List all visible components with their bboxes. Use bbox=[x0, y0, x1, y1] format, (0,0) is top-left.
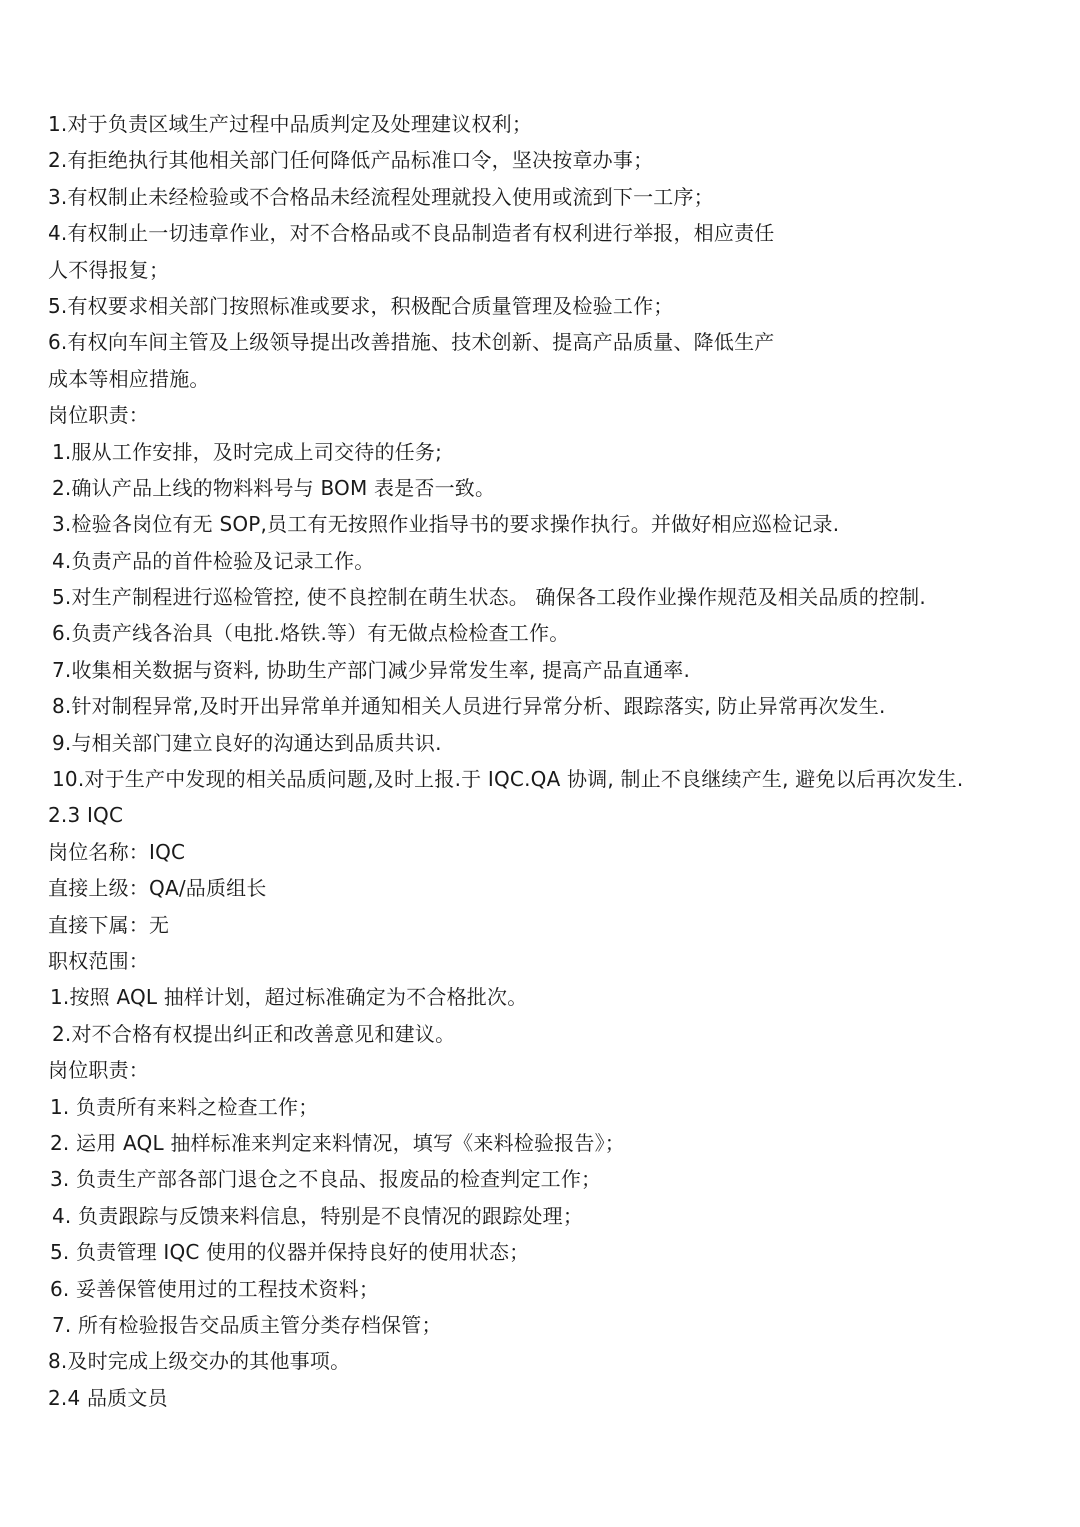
authority-item: 1.对于负责区域生产过程中品质判定及处理建议权利； bbox=[48, 112, 533, 136]
duty-item: 8.针对制程异常,及时开出异常单并通知相关人员进行异常分析、跟踪落实, 防止异常再次发生. bbox=[52, 694, 886, 719]
duty-item: 2.确认产品上线的物料料号与 BOM 表是否一致。 bbox=[52, 475, 496, 500]
iqc-duty-item: 3. 负责生产部各部门退仓之不良品、报废品的检查判定工作； bbox=[50, 1167, 602, 1192]
authority-item: 2.有拒绝执行其他相关部门任何降低产品标准口令，坚决按章办事； bbox=[48, 148, 654, 173]
iqc-duty-item: 2. 运用 AQL 抽样标准来判定来料情况，填写《来料检验报告》； bbox=[50, 1130, 625, 1155]
duty-item: 5.对生产制程进行巡检管控, 使不良控制在萌生状态。 确保各工段作业操作规范及相关品质的控制. bbox=[52, 585, 926, 610]
authority-item-continuation: 人不得报复； bbox=[48, 257, 170, 282]
authority-item: 5.有权要求相关部门按照标准或要求，积极配合质量管理及检验工作； bbox=[48, 293, 674, 318]
duty-item: 3.检验各岗位有无 SOP,员工有无按照作业指导书的要求操作执行。并做好相应巡检记录. bbox=[52, 512, 840, 537]
duty-item: 7.收集相关数据与资料, 协助生产部门减少异常发生率, 提高产品直通率. bbox=[52, 657, 691, 682]
section-heading-qc-clerk: 2.4 品质文员 bbox=[48, 1385, 168, 1410]
authority-item: 6.有权向车间主管及上级领导提出改善措施、技术创新、提高产品质量、降低生产 bbox=[48, 330, 775, 355]
iqc-duty-item: 6. 妥善保管使用过的工程技术资料； bbox=[50, 1276, 380, 1301]
iqc-authority-item: 2.对不合格有权提出纠正和改善意见和建议。 bbox=[52, 1021, 456, 1046]
iqc-duty-item: 4. 负责跟踪与反馈来料信息，特别是不良情况的跟踪处理； bbox=[52, 1203, 584, 1228]
duty-item: 6.负责产线各治具（电批.烙铁.等）有无做点检检查工作。 bbox=[52, 621, 570, 646]
authority-item-continuation: 成本等相应措施。 bbox=[48, 366, 210, 391]
iqc-duties-heading: 岗位职责： bbox=[48, 1058, 149, 1083]
duty-item: 9.与相关部门建立良好的沟通达到品质共识. bbox=[52, 730, 442, 755]
section-heading-iqc: 2.3 IQC bbox=[48, 803, 124, 828]
duties-heading: 岗位职责： bbox=[48, 403, 149, 428]
iqc-post-name: 岗位名称：IQC bbox=[48, 839, 186, 864]
iqc-duty-item: 8.及时完成上级交办的其他事项。 bbox=[48, 1349, 351, 1374]
iqc-direct-subordinate: 直接下属：无 bbox=[48, 912, 170, 937]
iqc-duty-item: 7. 所有检验报告交品质主管分类存档保管； bbox=[52, 1312, 442, 1337]
iqc-direct-superior: 直接上级：QA/品质组长 bbox=[48, 876, 267, 901]
iqc-duty-item: 5. 负责管理 IQC 使用的仪器并保持良好的使用状态； bbox=[50, 1240, 530, 1265]
iqc-authority-heading: 职权范围： bbox=[48, 948, 149, 973]
duty-item: 10.对于生产中发现的相关品质问题,及时上报.于 IQC.QA 协调, 制止不良继续产生, 避免以后再次发生. bbox=[52, 767, 964, 792]
iqc-duty-item: 1. 负责所有来料之检查工作； bbox=[50, 1094, 319, 1119]
authority-item: 4.有权制止一切违章作业，对不合格品或不良品制造者有权利进行举报，相应责任 bbox=[48, 221, 775, 246]
duty-item: 4.负责产品的首件检验及记录工作。 bbox=[52, 548, 375, 573]
duty-item: 1.服从工作安排，及时完成上司交待的任务; bbox=[52, 439, 443, 464]
authority-item: 3.有权制止未经检验或不合格品未经流程处理就投入使用或流到下一工序； bbox=[48, 184, 714, 209]
iqc-authority-item: 1.按照 AQL 抽样计划，超过标准确定为不合格批次。 bbox=[50, 985, 528, 1010]
document-page bbox=[48, 106, 1048, 1416]
